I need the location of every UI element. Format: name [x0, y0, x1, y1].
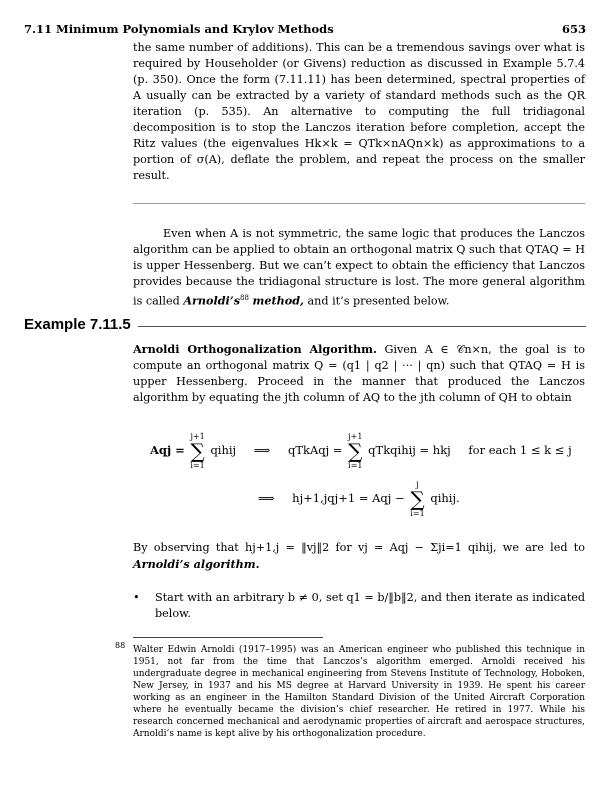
sum-symbol: j+1 ∑ i=1	[348, 432, 363, 470]
footnote-text: Walter Edwin Arnoldi (1917–1995) was an American engineer who published this technique in 1951, not far from the time that Lanczos’s algorithm emerged. Arnoldi received his undergraduate degree in mechanical engineering from Stevens Institute of Technology, Hoboken, New Jersey, in 1937 and his MS degree at Harvard University in 1939. He spent his career working as an engineer in the Hamilton Standard Division of the United Aircraft Corporation where he eventually became the division’s chief researcher. He retired in 1977. While his research concerned mechanical and aerodynamic properties of aircraft and aerospace structures, Arnoldi’s name is kept alive by his orthogonalization procedure.	[133, 645, 585, 739]
example-text: Given A ∈ 𝒞n×n, the goal is to compute an orthogonal matrix Q = (q1 | q2 | ··· | qn) such that QTAQ = H is upper Hessenberg. Proceed in the manner that produced the Lanczos algorithm by equating the jth column of AQ to the jth column of QH to obtain	[133, 343, 585, 404]
example-rule	[138, 326, 586, 327]
sum-symbol: j ∑ i=1	[410, 480, 425, 518]
paragraph-arnoldi-lead: By observing that hj+1,j = ‖vj‖2 for vj = Aqj − Σji=1 qihij, we are led to Arnoldi’s algorithm.	[133, 541, 585, 571]
bullet-item: • Start with an arbitrary b ≠ 0, set q1 = b/‖b‖2, and then iterate as indicated below.	[133, 591, 585, 620]
arnoldi-name: Arnoldi’s	[183, 293, 240, 308]
running-header	[24, 22, 586, 36]
equation-2: ⟹ hj+1,jqj+1 = Aqj − j ∑ i=1 qihij.	[258, 480, 460, 518]
example-label: Example 7.11.5	[24, 316, 131, 333]
bullet-icon: •	[133, 591, 140, 604]
footnote-mark: 88	[115, 641, 126, 650]
paragraph-nonsymmetric: Even when A is not symmetric, the same logic that produces the Lanczos algorithm can be applied to obtain an orthogonal matrix Q such that QTAQ = H is upper Hessenberg. But we can’t expect to obtain the efficiency that Lanczos provides because the tridiagonal structure is lost. The more general algorithm is called $Arnoldi’s^{88}$ method, and it’s presented below.	[133, 227, 585, 308]
example-intro	[133, 341, 585, 406]
sum-symbol: j+1 ∑ i=1	[190, 432, 205, 470]
footnote-ref[interactable]: 88	[240, 294, 249, 302]
section-divider	[133, 203, 585, 204]
page-number: 653	[561, 22, 586, 36]
section-title: 7.11 Minimum Polynomials and Krylov Methods	[24, 22, 334, 36]
equation-1: Aqj = j+1 ∑ i=1 qihij ⟹ qTkAqj = j+1 ∑ i=1 qTkqihij = hkj for each 1 ≤ k ≤ j	[150, 432, 572, 470]
footnote-rule	[133, 637, 323, 638]
example-title: Arnoldi Orthogonalization Algorithm.	[133, 342, 377, 356]
paragraph-lanczos-end: the same number of additions). This can be a tremendous savings over what is required by Householder (or Givens) reduction as discussed in Example 5.7.4 (p. 350). Once the form (7.11.11) has been determined, spectral properties of A usually can be extracted by a variety of standard methods such as the QR iteration (p. 535). An alternative to computing the full tridiagonal decomposition is to stop the Lanczos iteration before completion, accept the Ritz values (the eigenvalues Hk×k = QTk×nAQn×k) as approximations to a portion of σ(A), deflate the problem, and repeat the process on the smaller result.	[133, 41, 585, 182]
